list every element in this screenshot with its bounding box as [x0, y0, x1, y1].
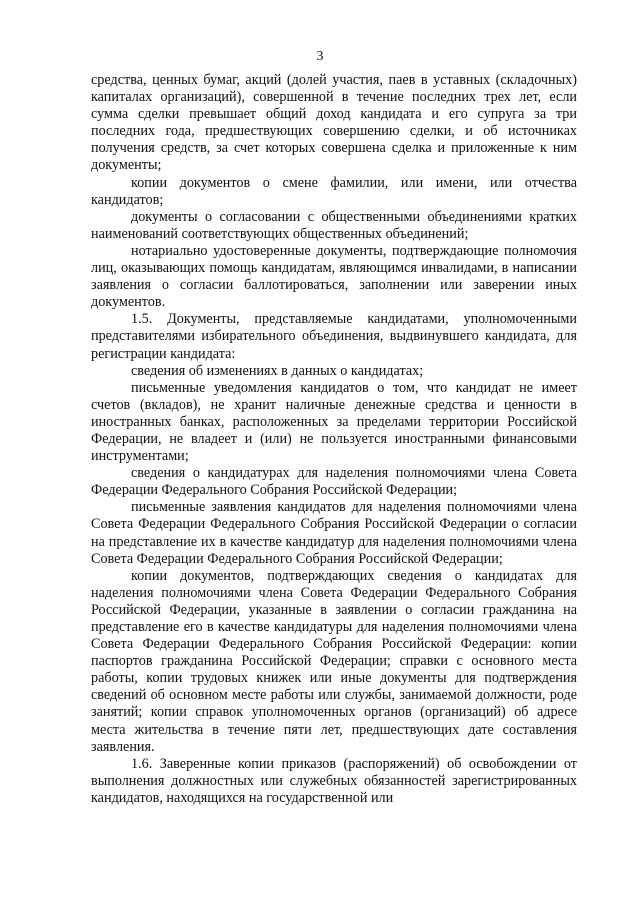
paragraph: сведения об изменениях в данных о кандидатах;: [131, 362, 424, 379]
paragraph: средства, ценных бумаг, акций (долей участия, паев в уставных (складочных) капиталах организаций), совершенной в течение последних трех лет, если сумма сделки превышает общий доход кандидата и его супруга за три последних года, предшествующих совершению сделки, и об источниках получения средств, за счет которых совершена сделка и приложенные к ним документы;: [91, 72, 577, 174]
paragraph: письменные заявления кандидатов для наделения полномочиями члена Совета Федерации Федерального Собрания Российской Федерации о согласии на представление их в качестве кандидатур для наделения полномочиями члена Совета Федерации Федерального Собрания Российской Федерации;: [91, 499, 577, 567]
section-1-5-paragraph: 1.5. Документы, представляемые кандидатами, уполномоченными представителями избирательного объединения, выдвинувшего кандидата, для регистрации кандидата:: [91, 311, 577, 362]
page-number: 3: [316, 49, 324, 64]
section-1-6-paragraph: 1.6. Заверенные копии приказов (распоряжений) об освобождении от выполнения должностных или служебных обязанностей зарегистрированных кандидатов, находящихся на государственной или: [91, 755, 577, 806]
paragraph: копии документов о смене фамилии, или имени, или отчества кандидатов;: [91, 174, 577, 208]
paragraph: копии документов, подтверждающих сведения о кандидатах для наделения полномочиями члена Совета Федерации Федерального Собрания Российской Федерации, указанные в заявлении о согласии гражданина на представление его в качестве кандидатуры для наделения полномочиями члена Совета Федерации Федерального Собрания Российской Федерации: копии паспортов гражданина Российской Федерации; справки с основного места работы, копии трудовых книжек или иные документы для подтверждения сведений об основном месте работы или службы, занимаемой должности, роде занятий; копии справок уполномоченных органов (организаций) об адресе места жительства в течение пяти лет, предшествующих дате составления заявления.: [91, 567, 577, 755]
document-body: [91, 72, 577, 807]
paragraph: нотариально удостоверенные документы, подтверждающие полномочия лиц, оказывающих помощь кандидатам, являющимся инвалидами, в написании заявления о согласии баллотироваться, заполнении или заверении иных документов.: [91, 242, 577, 311]
paragraph: письменные уведомления кандидатов о том, что кандидат не имеет счетов (вкладов), не хранит наличные денежные средства и ценности в иностранных банках, расположенных за пределами территории Российской Федерации, не владеет и (или) не пользуется иностранными финансовыми инструментами;: [91, 379, 577, 465]
paragraph: сведения о кандидатурах для наделения полномочиями члена Совета Федерации Федерального Собрания Российской Федерации;: [91, 465, 577, 499]
paragraph: документы о согласовании с общественными объединениями кратких наименований соответствующих общественных объединений;: [91, 208, 577, 242]
